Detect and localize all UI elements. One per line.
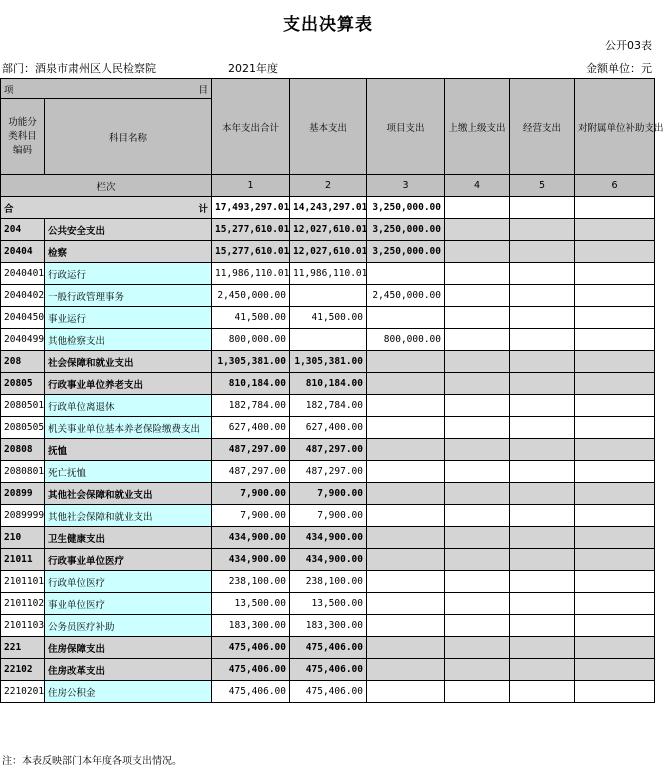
table-row	[1, 681, 655, 703]
row-project	[367, 593, 445, 615]
row-code: 21011	[1, 549, 45, 571]
row-upper	[445, 285, 510, 307]
table-row	[1, 461, 655, 483]
row-name: 检察	[45, 241, 212, 263]
col-number-1: 1	[212, 175, 290, 197]
total-row	[1, 197, 655, 219]
row-total: 182,784.00	[212, 395, 290, 417]
row-total: 434,900.00	[212, 549, 290, 571]
row-subsidiary	[575, 615, 655, 637]
row-subsidiary	[575, 527, 655, 549]
total-upper	[445, 197, 510, 219]
table-row	[1, 417, 655, 439]
row-subsidiary	[575, 681, 655, 703]
total-subsidiary	[575, 197, 655, 219]
col-header-project: 项目支出	[367, 79, 445, 175]
row-upper	[445, 373, 510, 395]
department-label: 部门：酒泉市肃州区人民检察院	[2, 62, 156, 75]
row-total: 41,500.00	[212, 307, 290, 329]
table-row	[1, 329, 655, 351]
row-code: 2101102	[1, 593, 45, 615]
row-basic: 238,100.00	[290, 571, 367, 593]
row-operation	[510, 549, 575, 571]
row-upper	[445, 263, 510, 285]
row-subsidiary	[575, 417, 655, 439]
row-project	[367, 571, 445, 593]
item-header-cell	[1, 79, 212, 99]
row-name: 其他社会保障和就业支出	[45, 505, 212, 527]
row-project	[367, 483, 445, 505]
row-operation	[510, 373, 575, 395]
row-code: 2101103	[1, 615, 45, 637]
table-row	[1, 593, 655, 615]
row-code: 2040499	[1, 329, 45, 351]
row-operation	[510, 659, 575, 681]
row-basic: 487,297.00	[290, 439, 367, 461]
row-subsidiary	[575, 593, 655, 615]
row-name: 机关事业单位基本养老保险缴费支出	[45, 417, 212, 439]
name-header: 科目名称	[45, 99, 212, 175]
row-project	[367, 615, 445, 637]
row-code: 204	[1, 219, 45, 241]
row-project	[367, 549, 445, 571]
row-basic: 182,784.00	[290, 395, 367, 417]
row-operation	[510, 241, 575, 263]
col-number-4: 4	[445, 175, 510, 197]
table-row	[1, 505, 655, 527]
row-code: 20404	[1, 241, 45, 263]
unit-label: 金额单位：元	[586, 62, 652, 75]
footnote: 注：本表反映部门本年度各项支出情况。	[2, 756, 182, 767]
row-total: 1,305,381.00	[212, 351, 290, 373]
row-code: 2089999	[1, 505, 45, 527]
table-row	[1, 527, 655, 549]
total-operation	[510, 197, 575, 219]
row-subsidiary	[575, 219, 655, 241]
row-code: 221	[1, 637, 45, 659]
row-code: 2040450	[1, 307, 45, 329]
row-subsidiary	[575, 329, 655, 351]
row-upper	[445, 241, 510, 263]
table-row	[1, 395, 655, 417]
row-project: 800,000.00	[367, 329, 445, 351]
row-project	[367, 505, 445, 527]
row-name: 社会保障和就业支出	[45, 351, 212, 373]
row-total: 2,450,000.00	[212, 285, 290, 307]
row-subsidiary	[575, 373, 655, 395]
row-code: 2040402	[1, 285, 45, 307]
row-project	[367, 659, 445, 681]
col-number-6: 6	[575, 175, 655, 197]
row-basic: 434,900.00	[290, 549, 367, 571]
table-row	[1, 549, 655, 571]
row-total: 487,297.00	[212, 439, 290, 461]
row-code: 20899	[1, 483, 45, 505]
row-upper	[445, 681, 510, 703]
row-total: 434,900.00	[212, 527, 290, 549]
row-upper	[445, 329, 510, 351]
row-operation	[510, 439, 575, 461]
row-total: 11,986,110.01	[212, 263, 290, 285]
row-operation	[510, 615, 575, 637]
row-name: 住房保障支出	[45, 637, 212, 659]
row-name: 住房改革支出	[45, 659, 212, 681]
row-operation	[510, 329, 575, 351]
row-total: 15,277,610.01	[212, 219, 290, 241]
row-name: 行政事业单位医疗	[45, 549, 212, 571]
row-operation	[510, 527, 575, 549]
row-upper	[445, 637, 510, 659]
table-row	[1, 439, 655, 461]
row-upper	[445, 461, 510, 483]
row-project: 2,450,000.00	[367, 285, 445, 307]
row-code: 22102	[1, 659, 45, 681]
row-total: 475,406.00	[212, 681, 290, 703]
row-name: 行政单位医疗	[45, 571, 212, 593]
row-subsidiary	[575, 571, 655, 593]
row-upper	[445, 659, 510, 681]
row-upper	[445, 593, 510, 615]
row-basic: 7,900.00	[290, 483, 367, 505]
row-code: 2080801	[1, 461, 45, 483]
row-operation	[510, 681, 575, 703]
table-row	[1, 219, 655, 241]
row-total: 627,400.00	[212, 417, 290, 439]
col-header-basic: 基本支出	[290, 79, 367, 175]
row-basic: 475,406.00	[290, 637, 367, 659]
row-index-label: 栏次	[1, 175, 212, 197]
row-upper	[445, 549, 510, 571]
row-basic: 12,027,610.01	[290, 241, 367, 263]
row-name: 住房公积金	[45, 681, 212, 703]
code-header: 功能分类科目编码	[1, 99, 45, 175]
row-basic: 13,500.00	[290, 593, 367, 615]
total-label-left: 合	[4, 203, 14, 215]
row-project	[367, 439, 445, 461]
row-basic: 7,900.00	[290, 505, 367, 527]
row-upper	[445, 527, 510, 549]
total-basic: 14,243,297.01	[290, 197, 367, 219]
row-name: 公务员医疗补助	[45, 615, 212, 637]
row-basic	[290, 285, 367, 307]
row-code: 20808	[1, 439, 45, 461]
row-basic: 183,300.00	[290, 615, 367, 637]
row-name: 行政运行	[45, 263, 212, 285]
row-project	[367, 637, 445, 659]
row-basic: 487,297.00	[290, 461, 367, 483]
row-basic	[290, 329, 367, 351]
table-row	[1, 241, 655, 263]
col-number-5: 5	[510, 175, 575, 197]
row-total: 475,406.00	[212, 637, 290, 659]
row-code: 2080501	[1, 395, 45, 417]
row-basic: 434,900.00	[290, 527, 367, 549]
table-row	[1, 615, 655, 637]
row-project	[367, 351, 445, 373]
col-header-total: 本年支出合计	[212, 79, 290, 175]
row-total: 810,184.00	[212, 373, 290, 395]
row-upper	[445, 351, 510, 373]
row-name: 一般行政管理事务	[45, 285, 212, 307]
row-code: 2040401	[1, 263, 45, 285]
row-code: 2101101	[1, 571, 45, 593]
row-subsidiary	[575, 549, 655, 571]
row-upper	[445, 395, 510, 417]
row-subsidiary	[575, 263, 655, 285]
row-project	[367, 461, 445, 483]
row-name: 抚恤	[45, 439, 212, 461]
col-number-2: 2	[290, 175, 367, 197]
row-project	[367, 373, 445, 395]
row-upper	[445, 417, 510, 439]
row-name: 事业单位医疗	[45, 593, 212, 615]
table-row	[1, 483, 655, 505]
row-subsidiary	[575, 505, 655, 527]
row-upper	[445, 483, 510, 505]
row-operation	[510, 307, 575, 329]
row-subsidiary	[575, 637, 655, 659]
row-code: 210	[1, 527, 45, 549]
table-row	[1, 307, 655, 329]
total-label-right: 计	[198, 203, 208, 215]
row-project: 3,250,000.00	[367, 219, 445, 241]
row-subsidiary	[575, 241, 655, 263]
row-total: 487,297.00	[212, 461, 290, 483]
row-upper	[445, 219, 510, 241]
row-basic: 475,406.00	[290, 659, 367, 681]
row-basic: 810,184.00	[290, 373, 367, 395]
row-total: 183,300.00	[212, 615, 290, 637]
row-basic: 11,986,110.01	[290, 263, 367, 285]
table-row	[1, 571, 655, 593]
row-subsidiary	[575, 285, 655, 307]
total-amount: 17,493,297.01	[212, 197, 290, 219]
row-operation	[510, 263, 575, 285]
row-total: 475,406.00	[212, 659, 290, 681]
row-operation	[510, 351, 575, 373]
row-code: 208	[1, 351, 45, 373]
row-upper	[445, 505, 510, 527]
total-project: 3,250,000.00	[367, 197, 445, 219]
row-operation	[510, 461, 575, 483]
row-code: 2080505	[1, 417, 45, 439]
row-upper	[445, 571, 510, 593]
year-label: 2021年度	[228, 62, 278, 75]
row-project	[367, 263, 445, 285]
row-code: 20805	[1, 373, 45, 395]
row-operation	[510, 219, 575, 241]
row-basic: 12,027,610.01	[290, 219, 367, 241]
row-name: 公共安全支出	[45, 219, 212, 241]
row-operation	[510, 483, 575, 505]
row-upper	[445, 615, 510, 637]
row-subsidiary	[575, 439, 655, 461]
row-name: 其他检察支出	[45, 329, 212, 351]
row-basic: 1,305,381.00	[290, 351, 367, 373]
header-row-item	[1, 79, 655, 99]
row-name: 死亡抚恤	[45, 461, 212, 483]
row-project	[367, 527, 445, 549]
row-operation	[510, 505, 575, 527]
row-project	[367, 307, 445, 329]
table-row	[1, 637, 655, 659]
col-number-3: 3	[367, 175, 445, 197]
row-upper	[445, 439, 510, 461]
form-number: 公开03表	[605, 39, 652, 52]
row-basic: 41,500.00	[290, 307, 367, 329]
row-operation	[510, 571, 575, 593]
table-row	[1, 659, 655, 681]
table-row	[1, 263, 655, 285]
header-row-index	[1, 175, 655, 197]
table-row	[1, 373, 655, 395]
table-row	[1, 285, 655, 307]
row-basic: 475,406.00	[290, 681, 367, 703]
col-header-subsidiary: 对附属单位补助支出	[575, 79, 655, 175]
row-name: 行政单位离退休	[45, 395, 212, 417]
row-project: 3,250,000.00	[367, 241, 445, 263]
item-right-label: 目	[198, 84, 208, 96]
row-subsidiary	[575, 483, 655, 505]
row-total: 15,277,610.01	[212, 241, 290, 263]
col-header-upper: 上缴上级支出	[445, 79, 510, 175]
row-basic: 627,400.00	[290, 417, 367, 439]
table-row	[1, 351, 655, 373]
row-subsidiary	[575, 395, 655, 417]
row-project	[367, 417, 445, 439]
total-label-cell	[1, 197, 212, 219]
row-operation	[510, 417, 575, 439]
row-subsidiary	[575, 461, 655, 483]
row-project	[367, 681, 445, 703]
row-name: 事业运行	[45, 307, 212, 329]
row-subsidiary	[575, 659, 655, 681]
col-header-operation: 经营支出	[510, 79, 575, 175]
row-operation	[510, 285, 575, 307]
item-left-label: 项	[4, 84, 14, 96]
row-total: 7,900.00	[212, 483, 290, 505]
row-total: 800,000.00	[212, 329, 290, 351]
row-upper	[445, 307, 510, 329]
row-total: 7,900.00	[212, 505, 290, 527]
expenditure-table	[0, 78, 664, 703]
row-name: 行政事业单位养老支出	[45, 373, 212, 395]
row-operation	[510, 395, 575, 417]
row-subsidiary	[575, 307, 655, 329]
row-name: 卫生健康支出	[45, 527, 212, 549]
row-total: 13,500.00	[212, 593, 290, 615]
page-title: 支出决算表	[283, 15, 373, 35]
row-subsidiary	[575, 351, 655, 373]
row-total: 238,100.00	[212, 571, 290, 593]
row-name: 其他社会保障和就业支出	[45, 483, 212, 505]
row-operation	[510, 637, 575, 659]
row-operation	[510, 593, 575, 615]
row-project	[367, 395, 445, 417]
row-code: 2210201	[1, 681, 45, 703]
